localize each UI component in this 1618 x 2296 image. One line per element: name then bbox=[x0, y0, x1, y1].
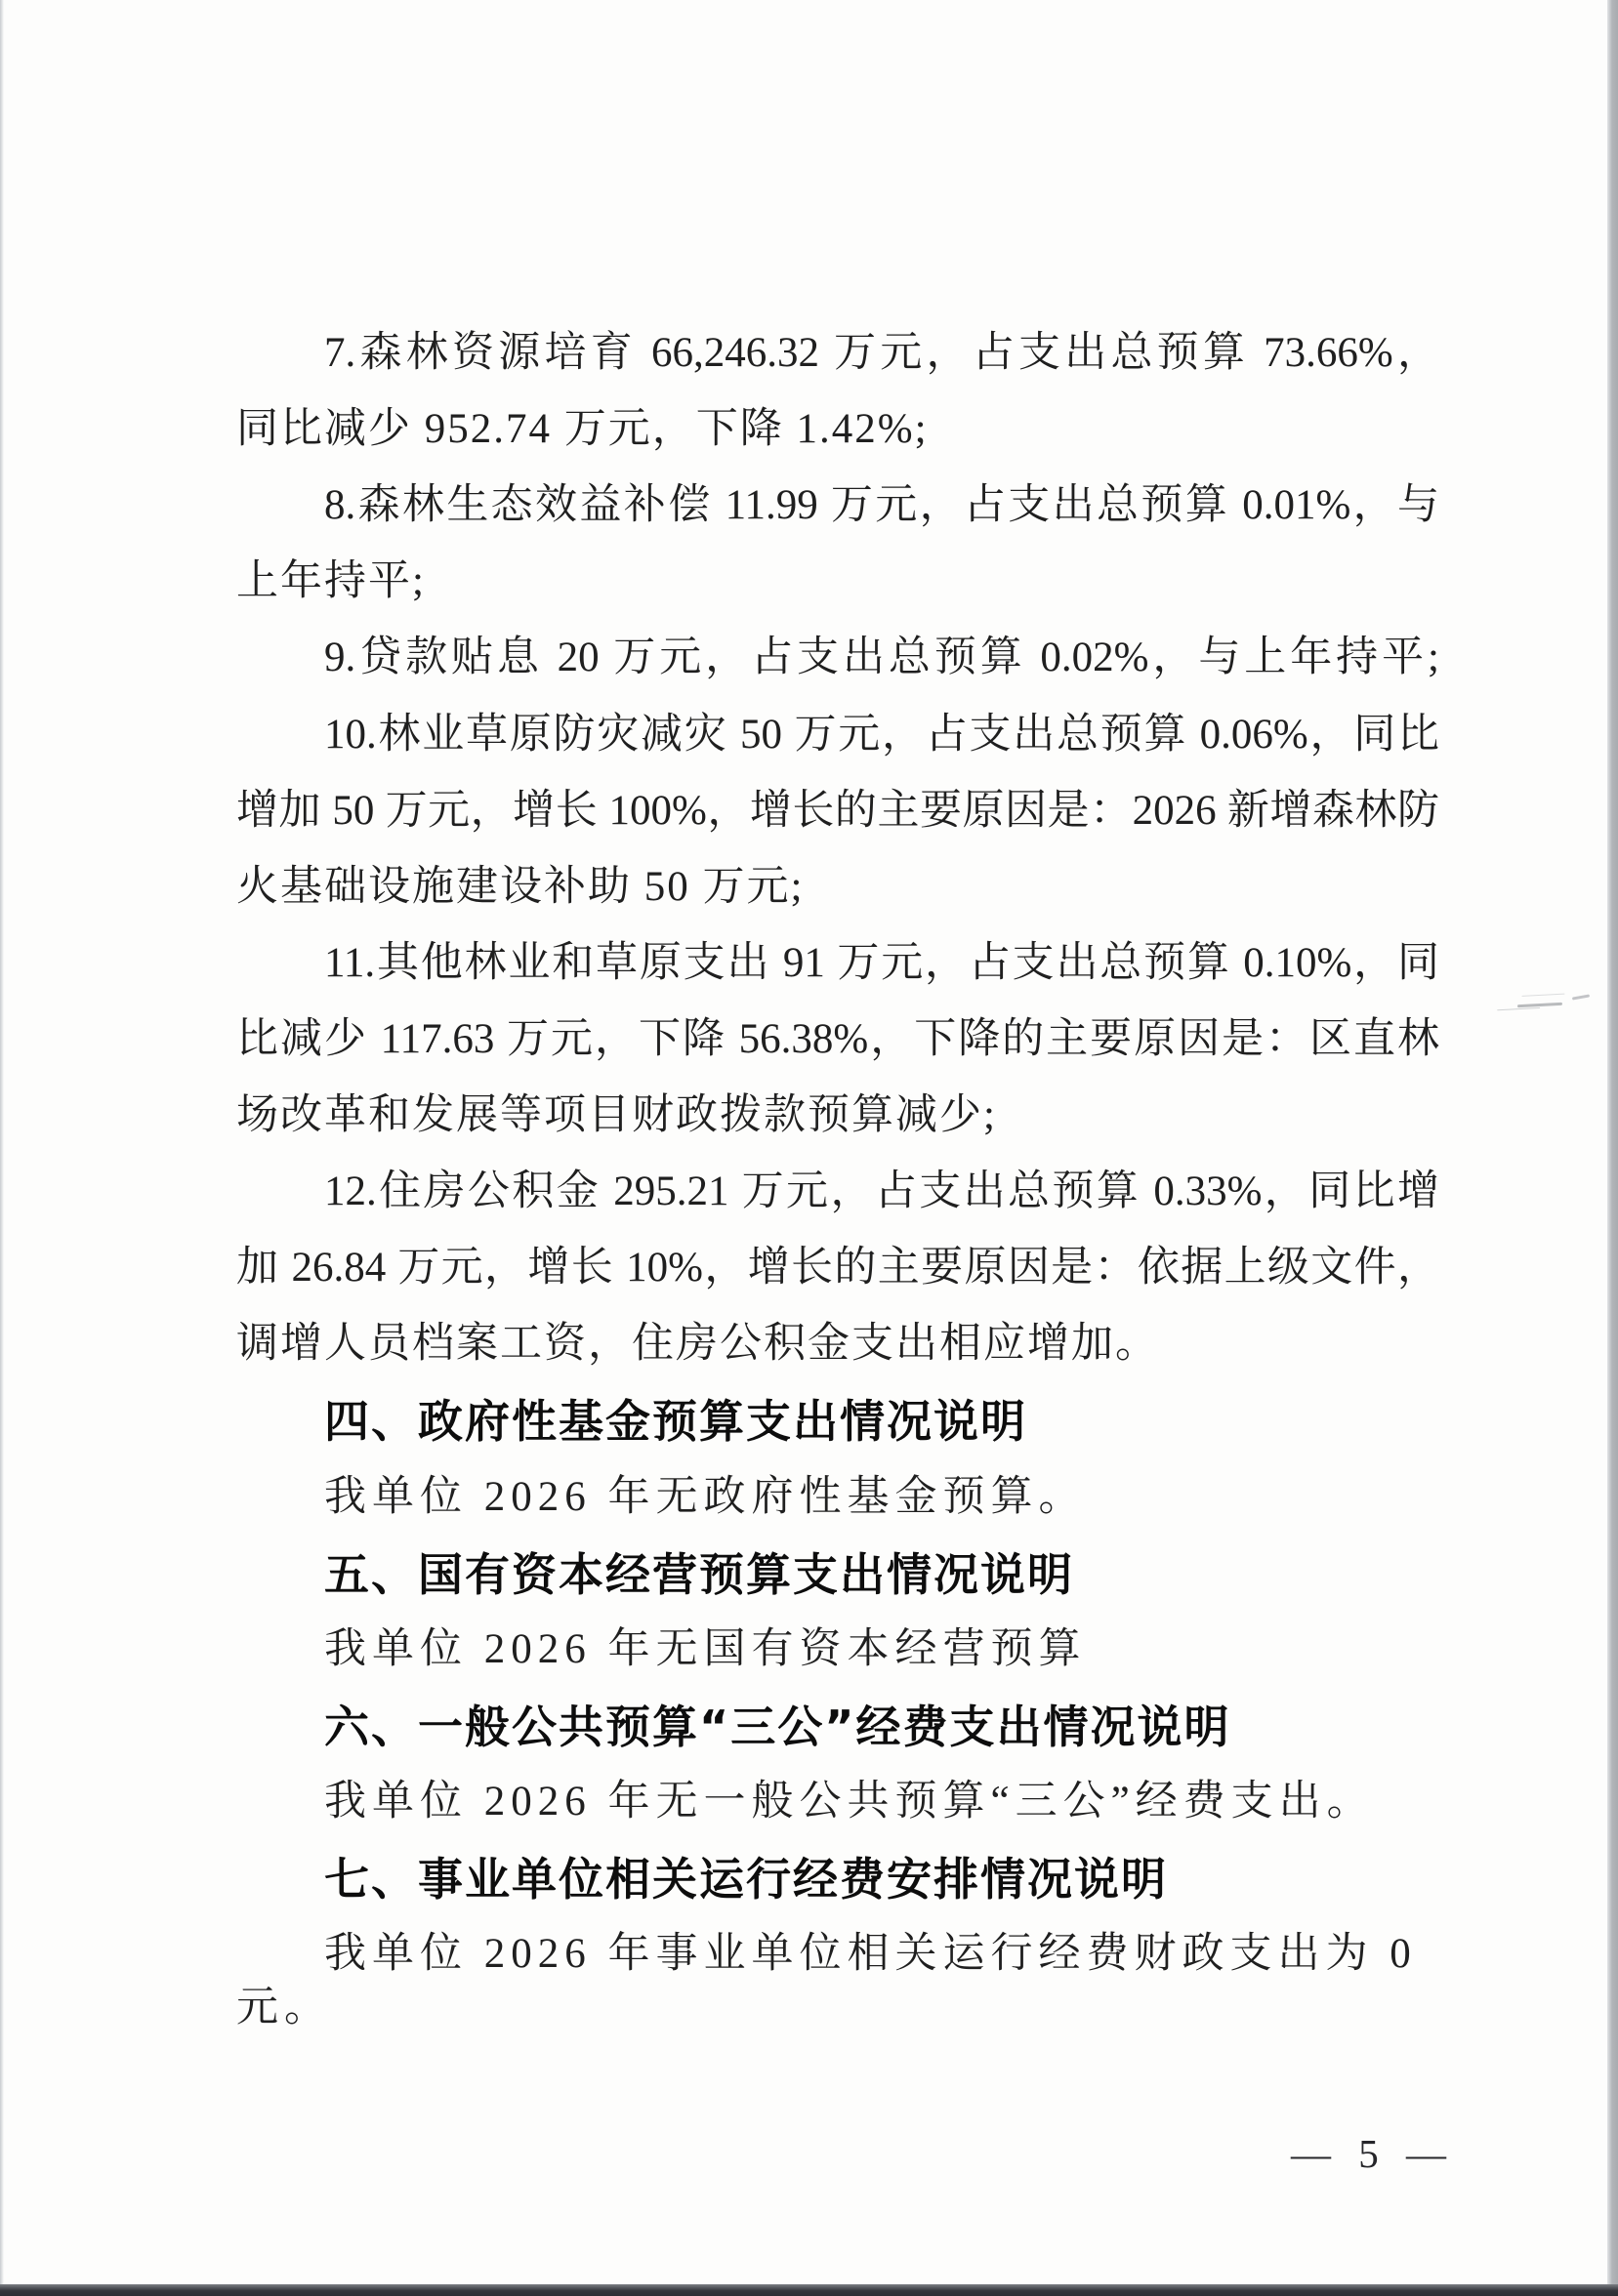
paragraph-line-item12a: 12.住房公积金 295.21 万元，占支出总预算 0.33%，同比增 bbox=[324, 1168, 1439, 1214]
paragraph-line-item10c: 火基础设施建设补助 50 万元; bbox=[236, 864, 805, 910]
paragraph-line-item8a: 8.森林生态效益补偿 11.99 万元，占支出总预算 0.01%，与 bbox=[324, 482, 1439, 528]
scan-edge-right bbox=[1607, 0, 1618, 2296]
scan-edge-bottom bbox=[0, 2284, 1618, 2296]
section-body-4: 我单位 2026 年无政府性基金预算。 bbox=[324, 1474, 1087, 1520]
page-number: — 5 — bbox=[1291, 2131, 1448, 2176]
paragraph-line-item11a: 11.其他林业和草原支出 91 万元，占支出总预算 0.10%，同 bbox=[324, 940, 1439, 986]
paragraph-line-item12b: 加 26.84 万元，增长 10%，增长的主要原因是：依据上级文件， bbox=[236, 1245, 1439, 1291]
scan-edge-left bbox=[0, 0, 4, 2296]
section-body-5: 我单位 2026 年无国有资本经营预算 bbox=[324, 1626, 1087, 1672]
section-heading-5: 五、国有资本经营预算支出情况说明 bbox=[324, 1548, 1074, 1601]
section-heading-7: 七、事业单位相关运行经费安排情况说明 bbox=[324, 1853, 1168, 1906]
paragraph-line-item9: 9.贷款贴息 20 万元，占支出总预算 0.02%，与上年持平; bbox=[324, 635, 1439, 680]
paragraph-line-item10b: 增加 50 万元，增长 100%，增长的主要原因是：2026 新增森林防 bbox=[236, 788, 1439, 834]
section-heading-4: 四、政府性基金预算支出情况说明 bbox=[324, 1395, 1027, 1448]
paragraph-line-item11b: 比减少 117.63 万元，下降 56.38%，下降的主要原因是：区直林 bbox=[236, 1016, 1439, 1062]
paragraph-line-item10a: 10.林业草原防灾减灾 50 万元，占支出总预算 0.06%，同比 bbox=[324, 712, 1439, 758]
paragraph-line-item12c: 调增人员档案工资，住房公积金支出相应增加。 bbox=[236, 1321, 1159, 1367]
section-body-7: 我单位 2026 年事业单位相关运行经费财政支出为 0 元。 bbox=[236, 1931, 1417, 2031]
paragraph-line-item11c: 场改革和发展等项目财政拨款预算减少; bbox=[236, 1092, 997, 1138]
pencil-smudge-artifact bbox=[1492, 988, 1594, 1023]
paragraph-line-item8b: 上年持平; bbox=[236, 558, 426, 604]
section-body-6: 我单位 2026 年无一般公共预算“三公”经费支出。 bbox=[324, 1779, 1375, 1824]
paragraph-line-item7a: 7.森林资源培育 66,246.32 万元，占支出总预算 73.66%， bbox=[324, 330, 1439, 376]
paragraph-line-item7b: 同比减少 952.74 万元，下降 1.42%; bbox=[236, 406, 929, 452]
section-heading-6: 六、一般公共预算“三公”经费支出情况说明 bbox=[324, 1701, 1231, 1753]
